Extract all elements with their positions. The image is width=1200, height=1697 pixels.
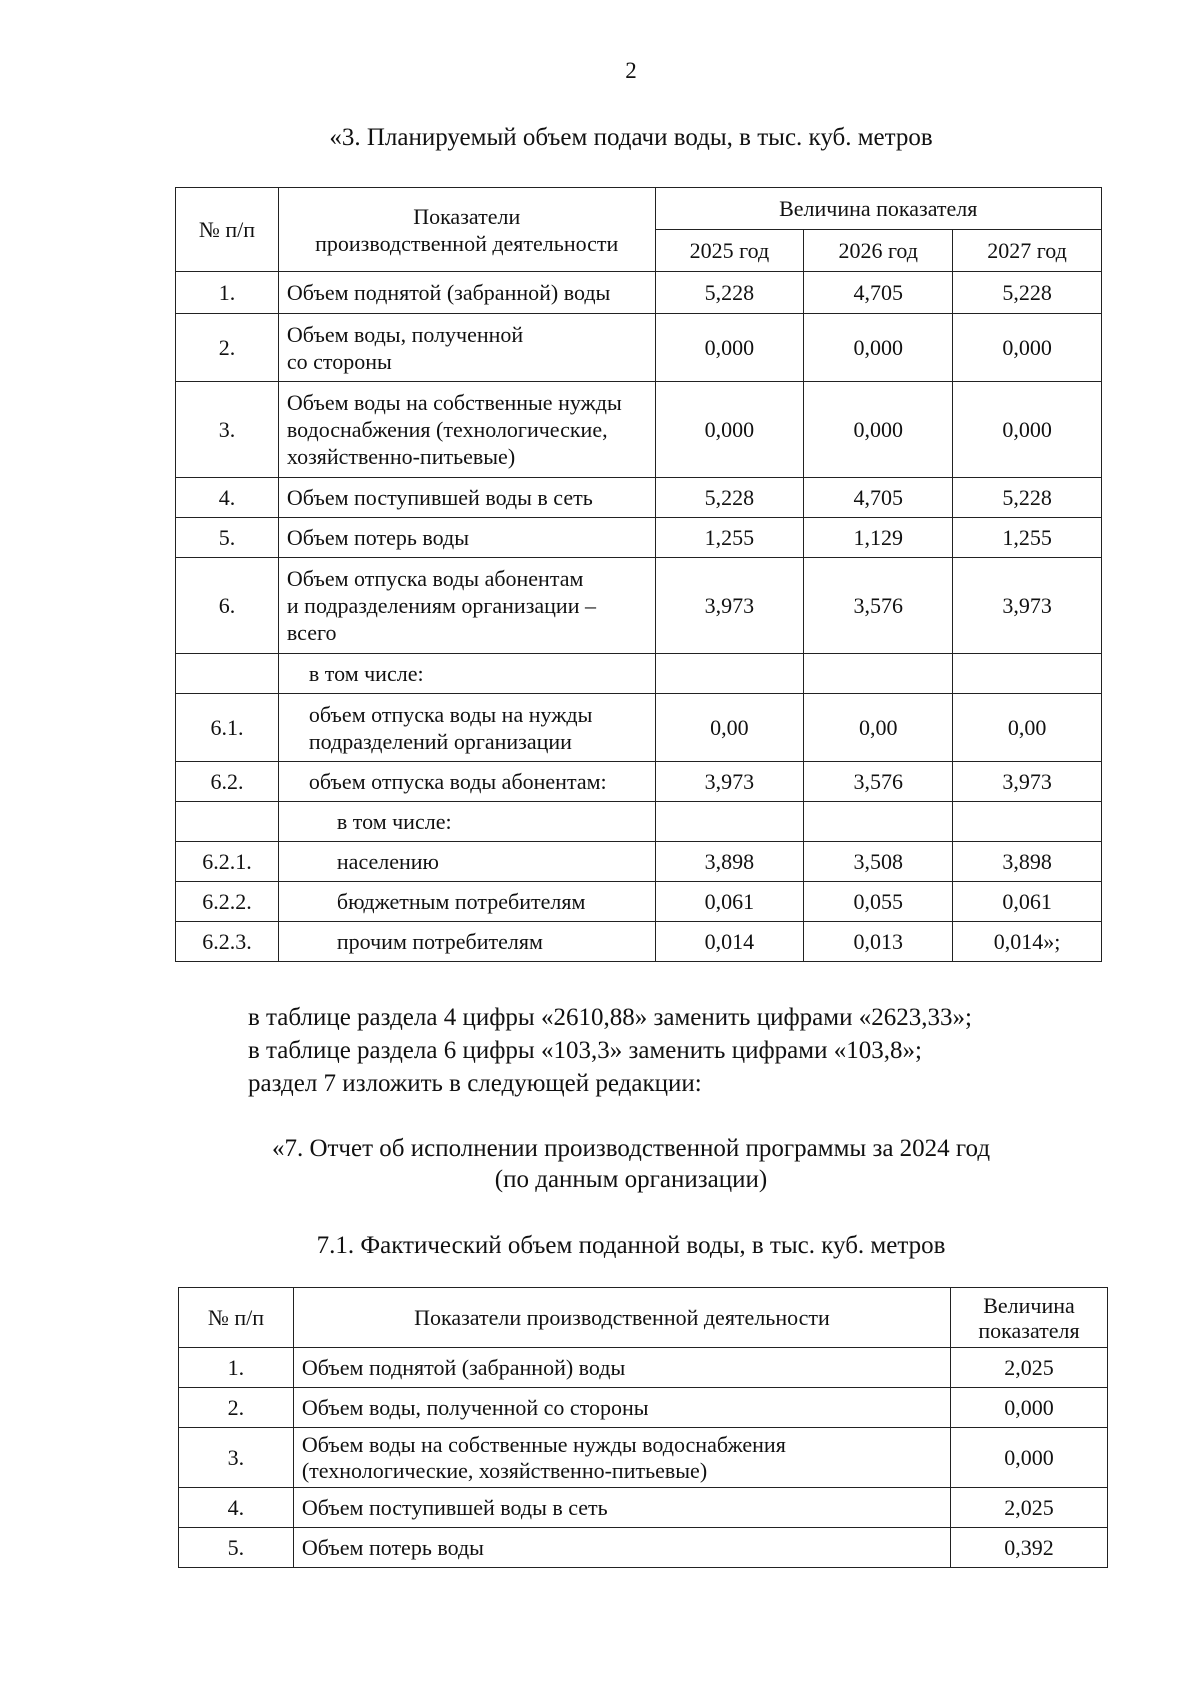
row-value-2027	[953, 802, 1102, 842]
row-num: 2.	[176, 314, 279, 382]
amendment-line: в таблице раздела 4 цифры «2610,88» заменить цифрами «2623,33»;	[248, 1004, 972, 1031]
row-value-2025: 1,255	[655, 518, 804, 558]
table1-heading: «3. Планируемый объем подачи воды, в тыс. куб. метров	[329, 124, 933, 151]
page-number: 2	[625, 58, 637, 83]
row-value-2027	[953, 654, 1102, 694]
row-value-2027: 0,061	[953, 882, 1102, 922]
row-value-2027: 3,973	[953, 558, 1102, 654]
row-value-2027: 3,973	[953, 762, 1102, 802]
row-value-2027: 0,00	[953, 694, 1102, 762]
row-label: объем отпуска воды на нужды подразделений организации	[278, 694, 655, 762]
header-indicator: Показатели производственной деятельности	[278, 188, 655, 272]
header-year-2025: 2025 год	[655, 230, 804, 272]
row-value-2025: 0,00	[655, 694, 804, 762]
row-num: 6.2.2.	[176, 882, 279, 922]
section7-heading: «7. Отчет об исполнении производственной программы за 2024 год (по данным организации)	[271, 1135, 991, 1193]
table-row	[179, 1348, 1108, 1388]
actual-water-supply-table	[178, 1287, 1108, 1568]
row-num: 6.1.	[176, 694, 279, 762]
row-num: 6.	[176, 558, 279, 654]
row-label: Объем воды, полученной со стороны	[293, 1388, 950, 1428]
row-num: 3.	[179, 1428, 294, 1488]
row-value-2027: 3,898	[953, 842, 1102, 882]
table-row	[176, 802, 1102, 842]
row-value-2025	[655, 654, 804, 694]
row-value-2026: 4,705	[804, 478, 953, 518]
row-value-2026: 4,705	[804, 272, 953, 314]
row-value-2026	[804, 654, 953, 694]
table-row	[176, 922, 1102, 962]
row-value-2025: 3,973	[655, 558, 804, 654]
row-label: Объем потерь воды	[278, 518, 655, 558]
row-value-2027: 0,014»;	[953, 922, 1102, 962]
header-num: № п/п	[179, 1288, 294, 1348]
row-value-2027: 0,000	[953, 382, 1102, 478]
table-row	[179, 1388, 1108, 1428]
row-value-2026: 3,576	[804, 762, 953, 802]
header-value: Величина показателя	[951, 1288, 1108, 1348]
row-value-2026: 0,00	[804, 694, 953, 762]
amendment-line: в таблице раздела 6 цифры «103,3» заменить цифрами «103,8»;	[248, 1037, 922, 1064]
row-num: 1.	[176, 272, 279, 314]
table-row	[176, 694, 1102, 762]
table-row	[176, 314, 1102, 382]
row-value-2026	[804, 802, 953, 842]
row-value-2027: 0,000	[953, 314, 1102, 382]
header-value-group: Величина показателя	[655, 188, 1102, 230]
table-row	[179, 1488, 1108, 1528]
row-label: Объем потерь воды	[293, 1528, 950, 1568]
row-num: 4.	[179, 1488, 294, 1528]
table-row	[176, 478, 1102, 518]
row-value-2025: 5,228	[655, 478, 804, 518]
row-value-2026: 0,055	[804, 882, 953, 922]
row-num	[176, 802, 279, 842]
row-label: Объем поднятой (забранной) воды	[293, 1348, 950, 1388]
header-year-2026: 2026 год	[804, 230, 953, 272]
row-value: 0,000	[951, 1428, 1108, 1488]
row-num	[176, 654, 279, 694]
row-value: 2,025	[951, 1348, 1108, 1388]
row-value-2026: 1,129	[804, 518, 953, 558]
row-num: 6.2.3.	[176, 922, 279, 962]
row-label: Объем поступившей воды в сеть	[278, 478, 655, 518]
row-value-2026: 0,013	[804, 922, 953, 962]
row-label: бюджетным потребителям	[278, 882, 655, 922]
row-label: Объем поступившей воды в сеть	[293, 1488, 950, 1528]
amendment-line: раздел 7 изложить в следующей редакции:	[248, 1070, 702, 1097]
row-value-2027: 5,228	[953, 272, 1102, 314]
table-row	[176, 654, 1102, 694]
row-label: Объем воды, полученной со стороны	[278, 314, 655, 382]
row-value-2025	[655, 802, 804, 842]
row-label: Объем поднятой (забранной) воды	[278, 272, 655, 314]
row-value-2025: 3,898	[655, 842, 804, 882]
table-row	[179, 1528, 1108, 1568]
row-value: 0,392	[951, 1528, 1108, 1568]
row-num: 1.	[179, 1348, 294, 1388]
row-label: Объем воды на собственные нужды водоснабжения (технологические, хозяйственно-питьевые)	[278, 382, 655, 478]
row-value-2025: 3,973	[655, 762, 804, 802]
row-num: 3.	[176, 382, 279, 478]
row-value-2025: 5,228	[655, 272, 804, 314]
row-label: населению	[278, 842, 655, 882]
row-value-2027: 5,228	[953, 478, 1102, 518]
planned-water-supply-table	[175, 187, 1102, 962]
row-value-2025: 0,000	[655, 314, 804, 382]
row-num: 4.	[176, 478, 279, 518]
row-value-2026: 0,000	[804, 382, 953, 478]
row-value-2026: 3,508	[804, 842, 953, 882]
table-row	[176, 518, 1102, 558]
row-num: 6.2.	[176, 762, 279, 802]
table-row	[179, 1428, 1108, 1488]
row-value-2025: 0,014	[655, 922, 804, 962]
row-value-2025: 0,061	[655, 882, 804, 922]
row-label: Объем воды на собственные нужды водоснабжения (технологические, хозяйственно-питьевые)	[293, 1428, 950, 1488]
row-num: 5.	[176, 518, 279, 558]
row-label: Объем отпуска воды абонентам и подразделениям организации – всего	[278, 558, 655, 654]
row-label: в том числе:	[278, 802, 655, 842]
row-value-2027: 1,255	[953, 518, 1102, 558]
header-indicator: Показатели производственной деятельности	[293, 1288, 950, 1348]
table-row	[176, 558, 1102, 654]
row-label: объем отпуска воды абонентам:	[278, 762, 655, 802]
row-value-2025: 0,000	[655, 382, 804, 478]
row-label: в том числе:	[278, 654, 655, 694]
amendment-text	[248, 1001, 972, 1100]
row-value-2026: 0,000	[804, 314, 953, 382]
row-label: прочим потребителям	[278, 922, 655, 962]
row-num: 5.	[179, 1528, 294, 1568]
table-row	[176, 382, 1102, 478]
table-row	[176, 762, 1102, 802]
row-value: 0,000	[951, 1388, 1108, 1428]
row-num: 6.2.1.	[176, 842, 279, 882]
table-row	[176, 882, 1102, 922]
table2-heading: 7.1. Фактический объем поданной воды, в тыс. куб. метров	[316, 1232, 946, 1259]
row-value-2026: 3,576	[804, 558, 953, 654]
table-row	[176, 842, 1102, 882]
header-year-2027: 2027 год	[953, 230, 1102, 272]
table-row	[176, 272, 1102, 314]
row-value: 2,025	[951, 1488, 1108, 1528]
row-num: 2.	[179, 1388, 294, 1428]
header-num: № п/п	[176, 188, 279, 272]
